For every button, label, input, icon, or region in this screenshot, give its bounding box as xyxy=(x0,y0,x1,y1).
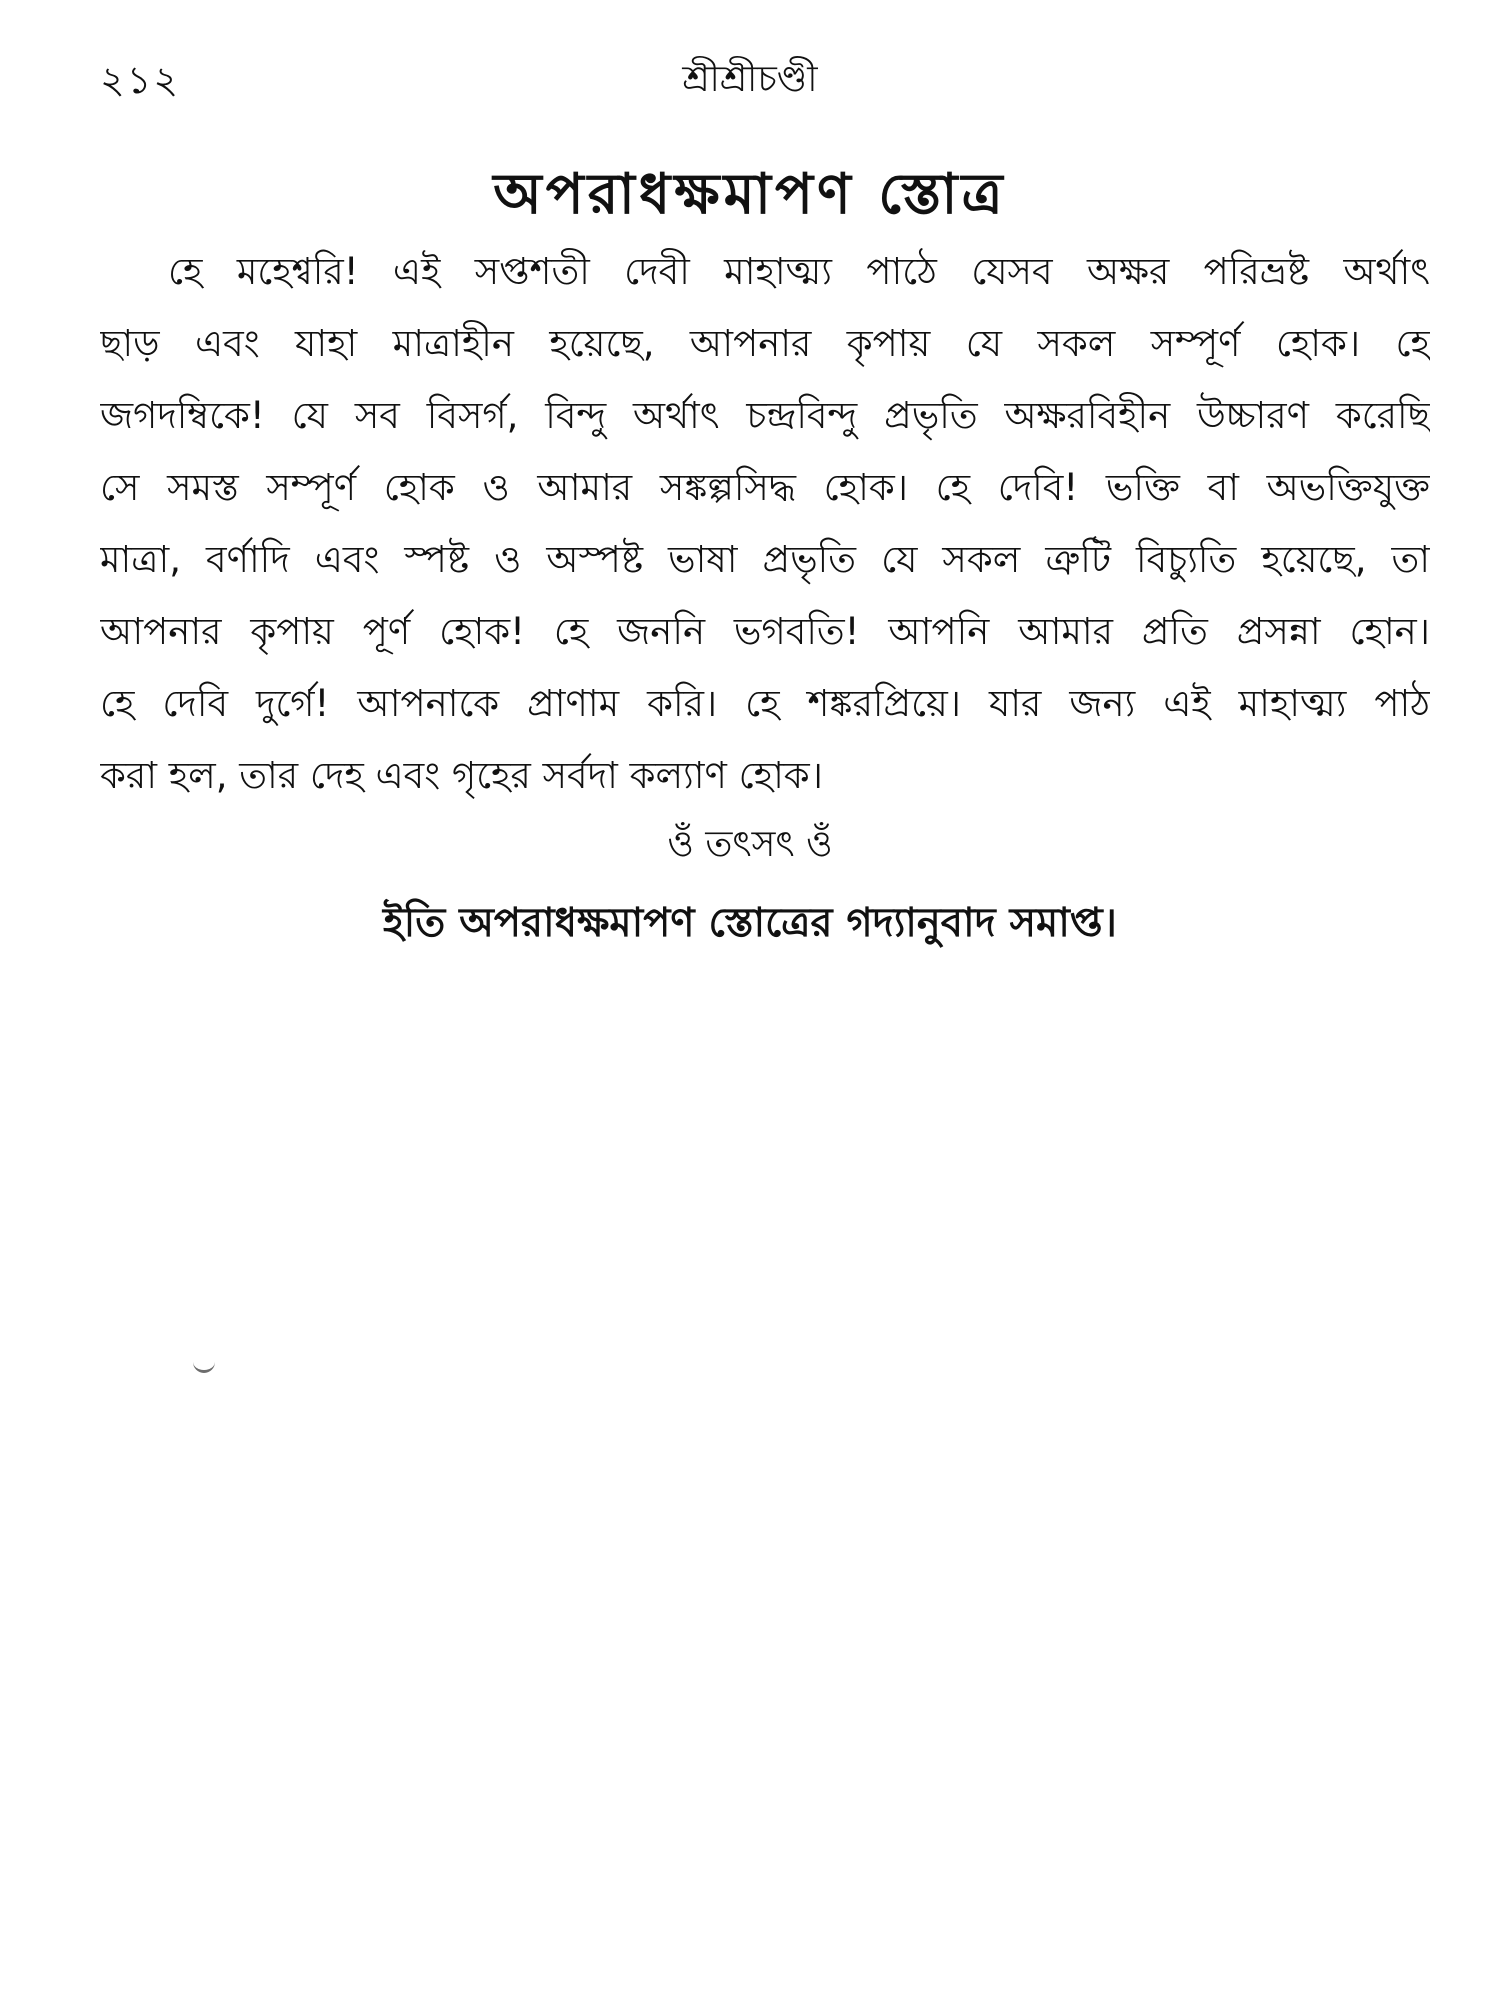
body-paragraph xyxy=(100,236,1430,812)
colophon: ইতি অপরাধক্ষমাপণ স্তোত্রের গদ্যানুবাদ সমাপ্ত। xyxy=(383,900,1117,946)
paragraph-line: জগদম্বিকে! যে সব বিসর্গ, বিন্দু অর্থাৎ চন্দ্রবিন্দু প্রভৃতি অক্ষরবিহীন উচ্চারণ করেছি xyxy=(100,394,1430,437)
paragraph-line: করা হল, তার দেহ এবং গৃহের সর্বদা কল্যাণ হোক। xyxy=(100,754,823,797)
running-title: শ্রীশ্রীচণ্ডী xyxy=(682,59,818,100)
ink-speck xyxy=(193,1360,215,1373)
paragraph-line: হে মহেশ্বরি! এই সপ্তশতী দেবী মাহাত্ম্য পাঠে যেসব অক্ষর পরিভ্রষ্ট অর্থাৎ xyxy=(168,250,1430,293)
paragraph-line: আপনার কৃপায় পূর্ণ হোক! হে জননি ভগবতি! আপনি আমার প্রতি প্রসন্না হোন। xyxy=(100,610,1430,653)
paragraph-line: হে দেবি দুর্গে! আপনাকে প্রাণাম করি। হে শঙ্করপ্রিয়ে। যার জন্য এই মাহাত্ম্য পাঠ xyxy=(100,682,1430,725)
section-title: অপরাধক্ষমাপণ স্তোত্র xyxy=(493,162,1007,227)
paragraph-line: ছাড় এবং যাহা মাত্রাহীন হয়েছে, আপনার কৃপায় যে সকল সম্পূর্ণ হোক। হে xyxy=(100,322,1430,365)
paragraph-line: মাত্রা, বর্ণাদি এবং স্পষ্ট ও অস্পষ্ট ভাষা প্রভৃতি যে সকল ত্রুটি বিচ্যুতি হয়েছে, তা xyxy=(100,538,1430,581)
paragraph-line: সে সমস্ত সম্পূর্ণ হোক ও আমার সঙ্কল্পসিদ্ধ হোক। হে দেবি! ভক্তি বা অভক্তিযুক্ত xyxy=(100,466,1430,509)
invocation-line: ওঁ তৎসৎ ওঁ xyxy=(667,824,833,865)
page-number: ২১২ xyxy=(100,58,181,102)
